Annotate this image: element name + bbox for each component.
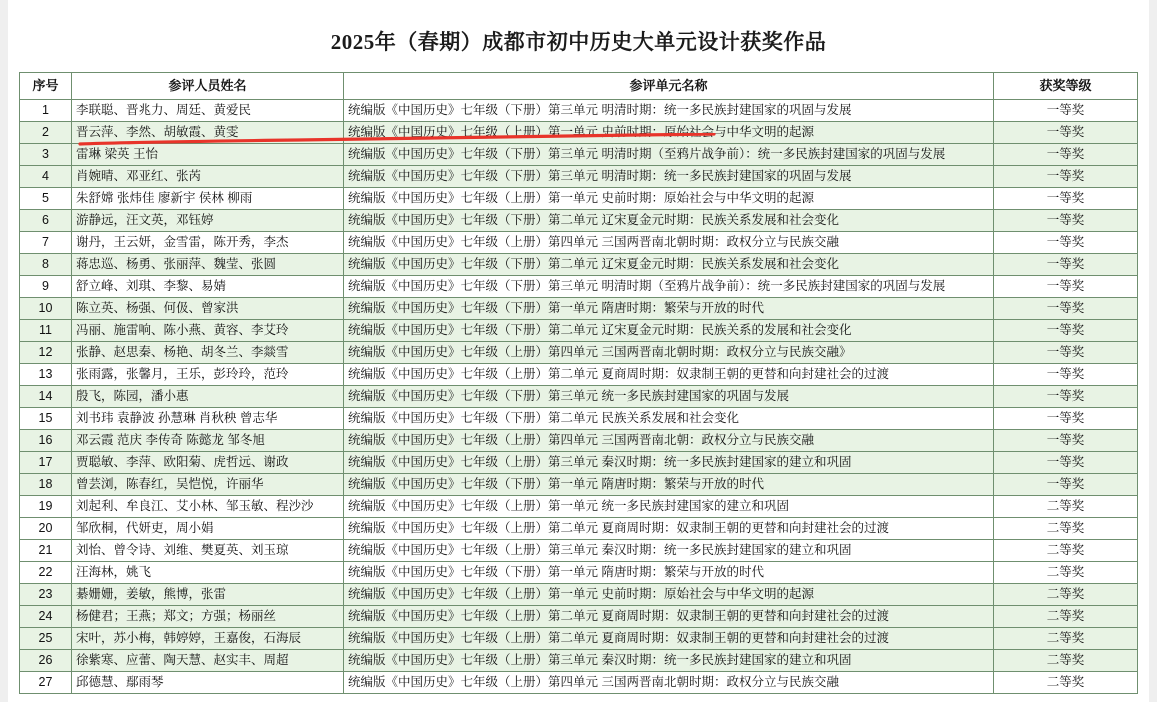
cell-participants: 舒立峰、刘琪、李黎、易婧 <box>72 276 344 298</box>
cell-participants: 刘怡、曾令诗、刘维、樊夏英、刘玉琼 <box>72 540 344 562</box>
cell-index: 3 <box>20 144 72 166</box>
table-row <box>20 452 1138 474</box>
cell-index: 27 <box>20 672 72 694</box>
page-title: 2025年（春期）成都市初中历史大单元设计获奖作品 <box>330 30 827 54</box>
cell-index: 22 <box>20 562 72 584</box>
cell-index: 10 <box>20 298 72 320</box>
cell-participants: 曾芸浏，陈春红，吴恺悦，许丽华 <box>72 474 344 496</box>
table-row <box>20 474 1138 496</box>
cell-participants: 杨健君；王燕；郑文；方强；杨丽丝 <box>72 606 344 628</box>
cell-unit: 统编版《中国历史》七年级（上册）第三单元 秦汉时期：统一多民族封建国家的建立和巩固 <box>344 452 994 474</box>
table-row <box>20 430 1138 452</box>
page-left-margin <box>0 0 8 702</box>
table-row <box>20 232 1138 254</box>
cell-index: 4 <box>20 166 72 188</box>
cell-unit: 统编版《中国历史》七年级（下册）第二单元 辽宋夏金元时期：民族关系发展和社会变化 <box>344 254 994 276</box>
cell-level: 一等奖 <box>994 408 1138 430</box>
cell-participants: 徐紫寒、应蕾、陶天慧、赵实丰、周超 <box>72 650 344 672</box>
cell-unit: 统编版《中国历史》七年级（下册）第三单元 明清时期：统一多民族封建国家的巩固与发展 <box>344 100 994 122</box>
cell-level: 二等奖 <box>994 628 1138 650</box>
cell-unit: 统编版《中国历史》七年级（下册）第一单元 隋唐时期：繁荣与开放的时代 <box>344 298 994 320</box>
cell-index: 13 <box>20 364 72 386</box>
cell-unit: 统编版《中国历史》七年级（下册）第二单元 辽宋夏金元时期：民族关系的发展和社会变化 <box>344 320 994 342</box>
cell-index: 7 <box>20 232 72 254</box>
cell-level: 二等奖 <box>994 606 1138 628</box>
cell-level: 二等奖 <box>994 496 1138 518</box>
cell-participants: 陈立英、杨强、何伋、曾家洪 <box>72 298 344 320</box>
cell-index: 25 <box>20 628 72 650</box>
table-row <box>20 628 1138 650</box>
cell-index: 20 <box>20 518 72 540</box>
cell-level: 二等奖 <box>994 650 1138 672</box>
column-header-participants: 参评人员姓名 <box>72 73 344 100</box>
cell-index: 9 <box>20 276 72 298</box>
cell-level: 二等奖 <box>994 562 1138 584</box>
cell-participants: 邹欣桐，代妍吏，周小娟 <box>72 518 344 540</box>
cell-unit: 统编版《中国历史》七年级（上册）第二单元 夏商周时期：奴隶制王朝的更替和向封建社会的过渡 <box>344 518 994 540</box>
cell-index: 19 <box>20 496 72 518</box>
cell-participants: 雷琳 梁英 王怡 <box>72 144 344 166</box>
cell-level: 二等奖 <box>994 518 1138 540</box>
cell-participants: 刘起利、牟良江、艾小林、邹玉敏、程沙沙 <box>72 496 344 518</box>
cell-unit: 统编版《中国历史》七年级（上册）第三单元 秦汉时期：统一多民族封建国家的建立和巩固 <box>344 650 994 672</box>
cell-index: 23 <box>20 584 72 606</box>
cell-unit: 统编版《中国历史》七年级（上册）第一单元 统一多民族封建国家的建立和巩固 <box>344 496 994 518</box>
cell-unit: 统编版《中国历史》七年级（上册）第四单元 三国两晋南北朝时期：政权分立与民族交融 <box>344 232 994 254</box>
cell-index: 17 <box>20 452 72 474</box>
table-row <box>20 364 1138 386</box>
cell-level: 二等奖 <box>994 540 1138 562</box>
column-header-index: 序号 <box>20 73 72 100</box>
cell-level: 一等奖 <box>994 144 1138 166</box>
cell-participants: 汪海林，姚飞 <box>72 562 344 584</box>
table-row <box>20 518 1138 540</box>
cell-participants: 游静远，汪文英，邓钰婷 <box>72 210 344 232</box>
cell-participants: 冯丽、施雷响、陈小燕、黄容、李艾玲 <box>72 320 344 342</box>
table-row <box>20 606 1138 628</box>
cell-index: 18 <box>20 474 72 496</box>
cell-participants: 蒋忠巡、杨勇、张丽萍、魏莹、张圆 <box>72 254 344 276</box>
cell-unit: 统编版《中国历史》七年级（上册）第一单元 史前时期：原始社会与中华文明的起源 <box>344 584 994 606</box>
cell-participants: 邓云霞 范庆 李传奇 陈懿龙 邹冬旭 <box>72 430 344 452</box>
table-row <box>20 298 1138 320</box>
cell-unit: 统编版《中国历史》七年级（上册）第二单元 夏商周时期：奴隶制王朝的更替和向封建社会的过渡 <box>344 364 994 386</box>
cell-participants: 邱德慧、鄢雨琴 <box>72 672 344 694</box>
cell-participants: 张雨露，张馨月，王乐，彭玲玲，范玲 <box>72 364 344 386</box>
cell-index: 16 <box>20 430 72 452</box>
cell-level: 一等奖 <box>994 474 1138 496</box>
table-body <box>20 100 1138 694</box>
cell-unit: 统编版《中国历史》七年级（下册）第一单元 隋唐时期：繁荣与开放的时代 <box>344 562 994 584</box>
cell-level: 一等奖 <box>994 298 1138 320</box>
cell-unit: 统编版《中国历史》七年级（上册）第四单元 三国两晋南北朝：政权分立与民族交融 <box>344 430 994 452</box>
cell-unit: 统编版《中国历史》七年级（下册）第三单元 统一多民族封建国家的巩固与发展 <box>344 386 994 408</box>
cell-index: 11 <box>20 320 72 342</box>
column-header-unit-name: 参评单元名称 <box>344 73 994 100</box>
table-row <box>20 210 1138 232</box>
cell-index: 26 <box>20 650 72 672</box>
cell-level: 一等奖 <box>994 188 1138 210</box>
cell-index: 21 <box>20 540 72 562</box>
table-row <box>20 496 1138 518</box>
table-row <box>20 650 1138 672</box>
cell-level: 一等奖 <box>994 364 1138 386</box>
table-row <box>20 144 1138 166</box>
cell-level: 一等奖 <box>994 232 1138 254</box>
cell-index: 24 <box>20 606 72 628</box>
cell-index: 5 <box>20 188 72 210</box>
table-row <box>20 122 1138 144</box>
table-row <box>20 254 1138 276</box>
cell-level: 一等奖 <box>994 166 1138 188</box>
cell-unit: 统编版《中国历史》七年级（下册）第三单元 明清时期（至鸦片战争前）：统一多民族封建国家的巩固与发展 <box>344 144 994 166</box>
cell-unit: 统编版《中国历史》七年级（上册）第四单元 三国两晋南北朝时期：政权分立与民族交融 <box>344 672 994 694</box>
cell-participants: 李联聪、晋兆力、周廷、黄爱民 <box>72 100 344 122</box>
cell-level: 一等奖 <box>994 276 1138 298</box>
cell-participants: 张静、赵思秦、杨艳、胡冬兰、李燚雪 <box>72 342 344 364</box>
cell-level: 一等奖 <box>994 386 1138 408</box>
cell-participants: 肖婉晴、邓亚红、张芮 <box>72 166 344 188</box>
cell-level: 一等奖 <box>994 320 1138 342</box>
cell-unit: 统编版《中国历史》七年级（下册）第二单元 民族关系发展和社会变化 <box>344 408 994 430</box>
cell-level: 一等奖 <box>994 254 1138 276</box>
cell-level: 一等奖 <box>994 342 1138 364</box>
table-row <box>20 540 1138 562</box>
cell-index: 15 <box>20 408 72 430</box>
cell-participants: 朱舒嫦 张炜佳 廖新宇 侯林 柳雨 <box>72 188 344 210</box>
cell-index: 1 <box>20 100 72 122</box>
cell-index: 8 <box>20 254 72 276</box>
cell-unit: 统编版《中国历史》七年级（上册）第一单元 史前时期：原始社会与中华文明的起源 <box>344 122 994 144</box>
document-content <box>8 0 1149 702</box>
table-row <box>20 342 1138 364</box>
table-row <box>20 166 1138 188</box>
column-header-award-level: 获奖等级 <box>994 73 1138 100</box>
cell-participants: 刘书玮 袁静波 孙慧琳 肖秋秧 曾志华 <box>72 408 344 430</box>
cell-unit: 统编版《中国历史》七年级（上册）第三单元 秦汉时期：统一多民族封建国家的建立和巩固 <box>344 540 994 562</box>
table-row <box>20 386 1138 408</box>
cell-level: 一等奖 <box>994 122 1138 144</box>
cell-unit: 统编版《中国历史》七年级（下册）第三单元 明清时期：统一多民族封建国家的巩固与发展 <box>344 166 994 188</box>
cell-level: 一等奖 <box>994 452 1138 474</box>
cell-index: 12 <box>20 342 72 364</box>
cell-participants: 谢丹，王云妍，金雪雷，陈开秀，李杰 <box>72 232 344 254</box>
cell-level: 一等奖 <box>994 210 1138 232</box>
cell-unit: 统编版《中国历史》七年级（下册）第二单元 辽宋夏金元时期：民族关系发展和社会变化 <box>344 210 994 232</box>
cell-unit: 统编版《中国历史》七年级（上册）第四单元 三国两晋南北朝时期：政权分立与民族交融》 <box>344 342 994 364</box>
cell-participants: 宋叶，苏小梅，韩婷婷，王嘉俊，石海辰 <box>72 628 344 650</box>
award-table <box>19 72 1138 694</box>
table-row <box>20 584 1138 606</box>
cell-level: 二等奖 <box>994 672 1138 694</box>
cell-index: 6 <box>20 210 72 232</box>
cell-unit: 统编版《中国历史》七年级（上册）第二单元 夏商周时期：奴隶制王朝的更替和向封建社会的过渡 <box>344 606 994 628</box>
cell-participants: 晋云萍、李然、胡敏霞、黄雯 <box>72 122 344 144</box>
table-row <box>20 320 1138 342</box>
cell-level: 一等奖 <box>994 100 1138 122</box>
table-row <box>20 562 1138 584</box>
table-row <box>20 188 1138 210</box>
cell-unit: 统编版《中国历史》七年级（上册）第二单元 夏商周时期：奴隶制王朝的更替和向封建社会的过渡 <box>344 628 994 650</box>
table-row <box>20 276 1138 298</box>
cell-level: 二等奖 <box>994 584 1138 606</box>
cell-participants: 贾聪敏、李萍、欧阳菊、虎哲远、谢政 <box>72 452 344 474</box>
cell-unit: 统编版《中国历史》七年级（下册）第三单元 明清时期（至鸦片战争前）：统一多民族封建国家的巩固与发展 <box>344 276 994 298</box>
cell-unit: 统编版《中国历史》七年级（下册）第一单元 隋唐时期：繁荣与开放的时代 <box>344 474 994 496</box>
cell-index: 2 <box>20 122 72 144</box>
page-right-margin <box>1149 0 1157 702</box>
cell-participants: 殷飞，陈园，潘小惠 <box>72 386 344 408</box>
table-row <box>20 100 1138 122</box>
cell-participants: 綦姗姗，姜敏，熊博，张雷 <box>72 584 344 606</box>
table-row <box>20 408 1138 430</box>
table-row <box>20 672 1138 694</box>
cell-level: 一等奖 <box>994 430 1138 452</box>
cell-unit: 统编版《中国历史》七年级（上册）第一单元 史前时期：原始社会与中华文明的起源 <box>344 188 994 210</box>
cell-index: 14 <box>20 386 72 408</box>
table-header-row <box>20 73 1138 100</box>
